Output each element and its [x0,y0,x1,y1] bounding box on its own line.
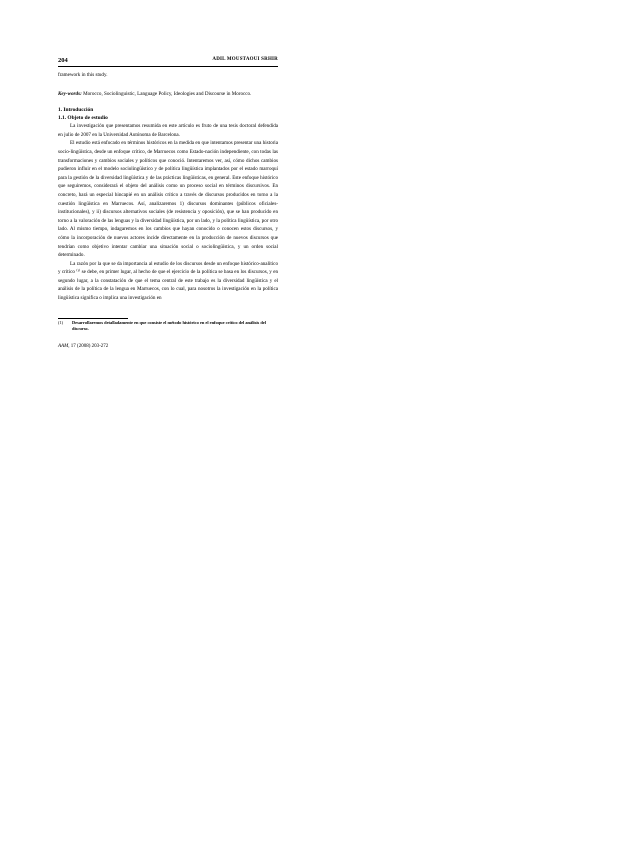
keywords-text: Morocco, Sociolinguistic, Language Policy, Ideologies and Discourse in Morocco. [83,90,252,97]
subsection-heading: 1.1. Objeto de estudio [58,115,108,122]
paragraph-3: La razón por la que se da importancia al estudio de los discursos desde un enfoque histórico-analítico y crítico ⁽¹⁾ se debe, en primer lugar, al hecho de que el ejercicio de la política se basa en los discursos, y en segundo lugar, a la constatación de que el tema central de este trabajo es la diversidad lingüística y el análisis de la política de la lengua en Marruecos, con lo cual, para nosotros la investigación en la política lingüística significa o implica una investigación en [58,260,278,302]
footnote [58,320,278,333]
journal-citation: 17 (2008) 203-272 [70,344,109,350]
page-number: 204 [58,57,68,64]
section-heading: 1. Introducción [58,107,94,114]
paragraph-1: La investigación que presentamos resumida en este artículo es fruto de una tesis doctoral defendida en julio de 2007 en la Universidad Autónoma de Barcelona. [58,123,278,138]
keywords-label: Key-words: [58,90,82,97]
footnote-number: (1) [58,319,64,325]
running-author: ADIL MOUSTAOUI SRHIR [212,57,278,62]
running-header [58,55,278,67]
journal-abbrev: AAM, [58,344,70,350]
footnote-rule [58,318,128,319]
paragraph-2: El estudio está enfocado en términos históricos en la medida en que intentamos presentar una historia socio-lingüística, desde un enfoque crítico, de Marruecos como Estado-nación independiente, con todas las transformaciones y cambios sociales y políticos que conoció. Intentaremos ver, así, cómo dichos cambios pudieron influir en el modelo sociolingüístico y de política lingüística implantados por el estado marroquí para la gestión de la diversidad lingüística y de las prácticas lingüísticas, en general. Este enfoque histórico que seguiremos, considerará el objeto del análisis como un proceso social en términos discursivos. En concreto, hará un especial hincapié en un análisis crítico a través de discursos producidos en torno a la cuestión lingüística en Marruecos. Así, analizaremos 1) discursos dominantes (públicos oficiales-institucionales), y ii) discursos alternativos sociales (de resistencia y oposición), que se han producido en torno a la valoración de las lenguas y la diversidad lingüística, por un lado, y la política lingüística, por otro lado. Al mismo tiempo, indagaremos en los cambios que hayan conocido o conocen estos discursos, y cómo la incorporación de nuevos actores incide directamente en la producción de nuevos discursos que tendrían como objetivo intentar cambiar una situación social o sociolingüística, y un orden social determinado. [58,140,278,259]
document-page [58,55,278,349]
page-footer [58,344,278,349]
continuation-text: framework in this study. [58,72,108,78]
footnote-text: Desarrollaremos detalladamente en que consiste el método histórico en el enfoque crítico del análisis del discurso. [72,319,266,332]
keywords [58,90,278,99]
